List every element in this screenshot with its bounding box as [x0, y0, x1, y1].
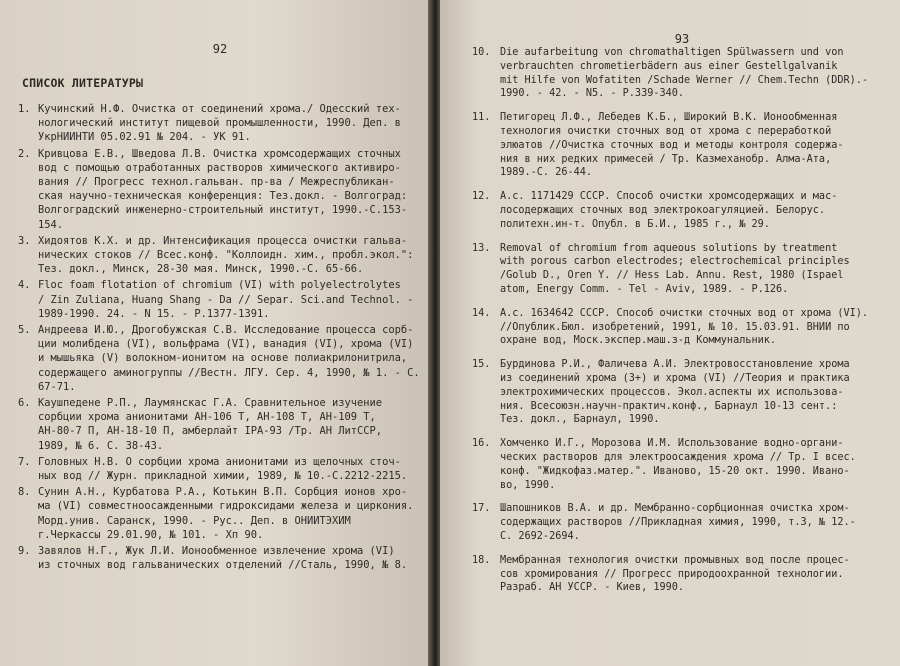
- reference-item: [472, 437, 892, 492]
- reference-line: 1989.-С. 26-44.: [500, 167, 593, 179]
- reference-line: политехн.ин-т. Опубл. в Б.И., 1985 г., № 29.: [500, 218, 770, 230]
- reference-line: Кучинский Н.Ф. Очистка от соединений хрома./ Одесский тех-: [38, 103, 401, 115]
- reference-text: [500, 358, 892, 427]
- reference-line: нологический институт пищевой промышленности, 1990. Деп. в: [38, 117, 401, 130]
- reference-line: Тез. докл., Барнаул, 1990.: [500, 414, 660, 426]
- reference-line: Мембранная технология очистки промывных вод после процес-: [500, 554, 850, 566]
- reference-item: [18, 544, 422, 572]
- reference-line: 67-71.: [38, 380, 76, 393]
- reference-line: ния. Всесоюзн.научн-практич.конф., Барнаул 10-13 сент.:: [500, 400, 838, 412]
- reference-text: [500, 437, 892, 492]
- reference-item: [472, 46, 892, 101]
- reference-list-left: [18, 102, 422, 573]
- reference-line: Разраб. АН УССР. - Киев, 1990.: [500, 582, 685, 594]
- reference-line: / Zin Zuliana, Huang Shang - Da // Separ. Sci.and Technol. -: [38, 293, 414, 306]
- reference-line: 154.: [38, 218, 64, 231]
- reference-item: [18, 102, 422, 145]
- reference-number: 12.: [472, 191, 491, 203]
- page-number-right: 93: [674, 32, 690, 46]
- reference-number: 11.: [472, 112, 491, 124]
- reference-item: [472, 502, 892, 543]
- reference-number: 17.: [472, 503, 491, 515]
- reference-number: 18.: [472, 554, 491, 566]
- reference-line: УкрНИИНТИ 05.02.91 № 204. - УК 91.: [38, 131, 251, 144]
- right-page: [440, 0, 900, 666]
- reference-line: Removal of chromium from aqueous solutions by treatment: [500, 242, 838, 254]
- reference-line: сов хромирования // Прогресс природоохранной технологии.: [500, 568, 844, 580]
- reference-item: [472, 190, 892, 231]
- reference-line: ния в них редких примесей / Тр. Казмеханобр. Алма-Ата,: [500, 153, 832, 165]
- reference-line: ческих растворов для электроосаждения хрома // Тр. I всес.: [500, 451, 856, 463]
- reference-line: atom, Energy Comm. - Tel - Aviv, 1989. - P.126.: [500, 283, 789, 295]
- reference-line: Хомченко И.Г., Морозова И.М. Использование водно-органи-: [500, 438, 844, 450]
- reference-item: [18, 147, 422, 232]
- reference-line: Die aufarbeitung von chromathaltigen Spülwassern und von: [500, 47, 844, 58]
- reference-text: [500, 307, 892, 348]
- left-page: [0, 0, 432, 666]
- reference-line: ская научно-техническая конференция: Тез.докл. - Волгоград:: [38, 190, 408, 203]
- reference-number: 1.: [18, 103, 31, 115]
- reference-line: Волгоградский инженерно-строительный институт, 1990.-С.153-: [38, 204, 408, 217]
- reference-number: 13.: [472, 242, 491, 254]
- reference-line: лосодержащих сточных вод электрокоагуляцией. Белорус.: [500, 204, 826, 216]
- reference-line: Бурдинова Р.И., Фаличева А.И. Электровосстановление хрома: [500, 359, 850, 371]
- reference-text: [500, 554, 892, 595]
- reference-line: //Опублик.Бюл. изобретений, 1991, № 10. 15.03.91. ВНИИ по: [500, 321, 850, 333]
- reference-number: 6.: [18, 397, 31, 410]
- reference-number: 15.: [472, 359, 491, 371]
- page-number-left: 92: [212, 42, 228, 56]
- reference-text: [500, 111, 892, 180]
- reference-line: 1989-1990. 24. - N 15. - P.1377-1391.: [38, 307, 270, 320]
- reference-item: [18, 455, 422, 483]
- reference-item: [472, 554, 892, 595]
- reference-number: 5.: [18, 324, 31, 337]
- reference-line: во, 1990.: [500, 479, 556, 491]
- reference-text: [38, 102, 422, 145]
- reference-line: 1990. - 42. - N5. - P.339-340.: [500, 88, 685, 100]
- reference-text: [500, 502, 892, 543]
- reference-text: [500, 190, 892, 231]
- reference-text: [38, 544, 422, 572]
- reference-line: Шапошников В.А. и др. Мембранно-сорбционная очистка хром-: [500, 503, 850, 515]
- reference-line: ма (VI) совместноосажденными гидроксидами железа и циркония.: [38, 500, 414, 513]
- reference-line: Андреева И.Ю., Дрогобужская С.В. Исследование процесса сорб-: [38, 324, 414, 337]
- reference-number: 2.: [18, 147, 31, 160]
- reference-number: 3.: [18, 234, 31, 247]
- reference-line: Головных Н.В. О сорбции хрома анионитами из щелочных сточ-: [38, 455, 401, 468]
- reference-number: 8.: [18, 486, 31, 499]
- reference-line: mit Hilfe von Wofatiten /Schade Werner // Chem.Techn (DDR).-: [500, 74, 869, 86]
- reference-line: ции молибдена (VI), вольфрама (VI), ванадия (VI), хрома (VI): [38, 338, 414, 351]
- reference-line: конф. "Жидкофаз.матер.". Иваново, 15-20 окт. 1990. Ивано-: [500, 465, 850, 477]
- reference-line: сорбции хрома анионитами АН-106 Т, АН-108 Т, АН-109 Т,: [38, 411, 376, 424]
- reference-item: [18, 234, 422, 277]
- reference-line: охране вод, Моск.экспер.маш.з-д Коммунальник.: [500, 335, 777, 347]
- reference-text: [38, 323, 422, 394]
- reference-line: Завялов Н.Г., Жук Л.И. Ионообменное извлечение хрома (VI): [38, 545, 395, 558]
- reference-line: Хидоятов К.Х. и др. Интенсификация процесса очистки гальва-: [38, 234, 408, 247]
- reference-item: [18, 278, 422, 321]
- reference-number: 16.: [472, 438, 491, 450]
- reference-line: содержащего аминогруппы //Вестн. ЛГУ. Сер. 4, 1990, № 1. - С.: [38, 366, 420, 379]
- reference-line: Сунин А.Н., Курбатова Р.А., Котькин В.П. Сорбция ионов хро-: [38, 486, 408, 499]
- reference-line: Кривцова Е.В., Шведова Л.В. Очистка хромсодержащих сточных: [38, 147, 401, 160]
- reference-number: 9.: [18, 545, 31, 558]
- reference-line: А.с. 1171429 СССР. Способ очистки хромсодержащих и мас-: [500, 191, 838, 203]
- reference-line: элюатов //Очистка сточных вод и методы контроля содержа-: [500, 139, 844, 151]
- reference-line: with porous carbon electrodes; electrochemical principles: [500, 256, 850, 268]
- reference-line: вания // Прогресс технол.гальван. пр-ва / Межреспубликан-: [38, 176, 395, 189]
- reference-item: [472, 111, 892, 180]
- reference-line: Морд.унив. Саранск, 1990. - Рус.. Деп. в ОНИИТЭХИМ: [38, 514, 351, 527]
- reference-line: С. 2692-2694.: [500, 530, 580, 542]
- reference-item: [472, 242, 892, 297]
- reference-line: А.с. 1634642 СССР. Способ очистки сточных вод от хрома (VI).: [500, 307, 869, 319]
- reference-line: из соединений хрома (3+) и хрома (VI) //Теория и практика: [500, 372, 850, 384]
- reference-line: АН-80-7 П, АН-18-10 П, амберлайт IРА-93 /Тр. АН ЛитССР,: [38, 425, 383, 438]
- reference-line: вод с помощью отработанных растворов химического активиро-: [38, 161, 401, 174]
- reference-line: 1989, № 6. С. 38-43.: [38, 439, 164, 452]
- reference-item: [18, 485, 422, 542]
- bibliography-heading: СПИСОК ЛИТЕРАТУРЫ: [22, 76, 144, 90]
- reference-line: Floc foam flotation of chromium (VI) with polyelectrolytes: [38, 279, 401, 292]
- reference-line: г.Черкассы 29.01.90, № 101. - Хп 90.: [38, 528, 264, 541]
- reference-line: нических стоков // Всес.конф. "Коллоидн. хим., пробл.экол.":: [38, 249, 414, 262]
- reference-list-right: [472, 46, 892, 595]
- reference-text: [38, 234, 422, 277]
- reference-line: Тез. докл., Минск, 28-30 мая. Минск, 1990.-С. 65-66.: [38, 263, 364, 276]
- reference-item: [18, 396, 422, 453]
- reference-text: [38, 396, 422, 453]
- reference-number: 7.: [18, 455, 31, 468]
- reference-line: Каушпедене Р.П., Лаумянскас Г.А. Сравнительное изучение: [38, 397, 383, 410]
- reference-text: [38, 147, 422, 232]
- reference-item: [18, 323, 422, 394]
- reference-text: [500, 46, 892, 101]
- reference-line: технология очистки сточных вод от хрома с переработкой: [500, 125, 832, 137]
- reference-text: [38, 278, 422, 321]
- reference-text: [38, 485, 422, 542]
- reference-line: электрохимических процессов. Экол.аспекты их использова-: [500, 386, 844, 398]
- reference-number: 14.: [472, 307, 491, 319]
- reference-line: и мышьяка (V) волокном-ионитом на основе полиакрилонитрила,: [38, 352, 408, 365]
- reference-line: /Golub D., Oren Y. // Hess Lab. Annu. Rest, 1980 (Ispael: [500, 270, 844, 282]
- reference-item: [472, 307, 892, 348]
- reference-number: 10.: [472, 47, 491, 58]
- reference-line: ных вод // Журн. прикладной химии, 1989, № 10.-С.2212-2215.: [38, 470, 408, 483]
- reference-text: [500, 242, 892, 297]
- reference-item: [472, 358, 892, 427]
- reference-text: [38, 455, 422, 483]
- reference-line: из сточных вод гальванических отделений //Сталь, 1990, № 8.: [38, 559, 408, 572]
- reference-line: verbrauchten chrometierbädern aus einer Gestellgalvanik: [500, 60, 838, 72]
- reference-line: содержащих растворов //Прикладная химия, 1990, т.3, № 12.-: [500, 517, 856, 529]
- reference-number: 4.: [18, 279, 31, 292]
- reference-line: Петигорец Л.Ф., Лебедев К.Б., Широкий В.К. Ионообменная: [500, 112, 838, 124]
